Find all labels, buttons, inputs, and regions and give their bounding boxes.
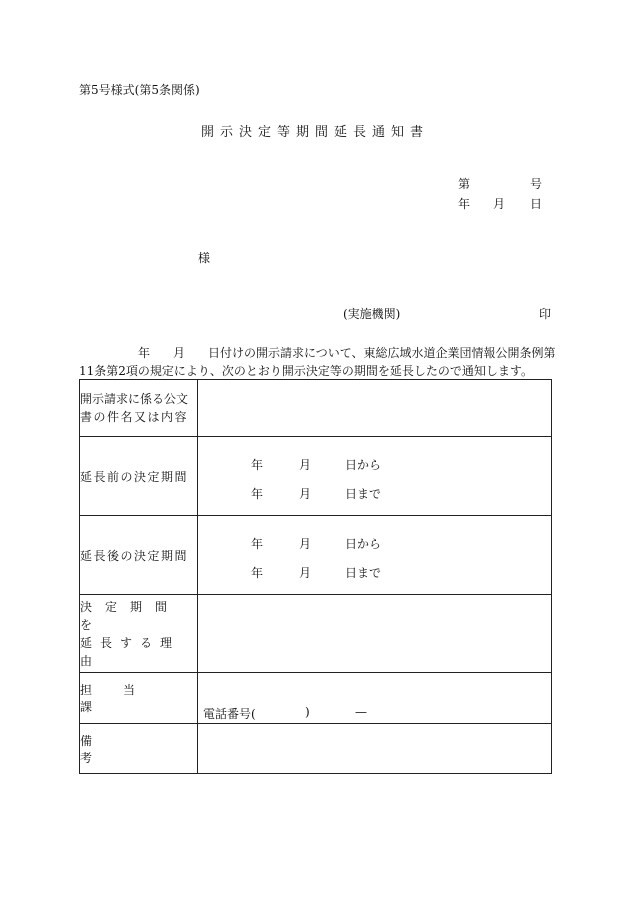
phone-dash: — (355, 705, 367, 719)
after-from-year: 年 (251, 537, 264, 551)
issue-month: 月 (493, 197, 506, 211)
before-to-line (198, 485, 551, 499)
value-reason[interactable] (198, 595, 552, 673)
value-remarks[interactable] (198, 724, 552, 774)
label-department (80, 673, 198, 724)
after-to-line (198, 564, 551, 578)
body-text-2: 11条第2項の規定により、次のとおり開示決定等の期間を延長したので通知します。 (79, 364, 533, 378)
number-suffix: 号 (530, 177, 543, 191)
body-text-1: 日付けの開示請求について、東総広域水道企業団情報公開条例第 (208, 346, 556, 360)
phone-close: ) (305, 705, 310, 719)
label-remarks-value: 備考 (80, 733, 179, 765)
value-after[interactable] (198, 516, 552, 595)
table-row-department (80, 673, 552, 724)
after-to-month: 月 (299, 566, 312, 580)
seal-mark: 印 (539, 307, 552, 321)
label-reason (80, 595, 198, 673)
label-remarks-text (80, 732, 197, 766)
phone-label: 電話番号( (203, 707, 256, 721)
label-reason-line-2 (80, 634, 197, 670)
label-subject-line-2: 書の件名又は内容 (80, 410, 189, 424)
extension-table (79, 379, 552, 774)
label-department-value: 担当課 (80, 683, 167, 714)
label-before-text: 延長前の決定期間 (80, 469, 189, 484)
issue-day: 日 (530, 197, 543, 211)
issue-year: 年 (458, 197, 471, 211)
label-before (80, 437, 198, 516)
value-subject[interactable] (198, 380, 552, 437)
label-subject (80, 380, 198, 437)
label-reason-text-1: 決定期間を (80, 599, 181, 632)
after-from-line (198, 535, 551, 549)
table-row-subject (80, 380, 552, 437)
label-reason-text-2: 延長する理由 (80, 635, 181, 668)
value-department[interactable] (198, 673, 552, 724)
body-paragraph (79, 344, 556, 380)
after-from-month: 月 (299, 537, 312, 551)
after-to-day: 日まで (345, 566, 382, 580)
after-from-day: 日から (345, 537, 382, 551)
before-to-year: 年 (251, 487, 264, 501)
number-prefix: 第 (458, 177, 471, 191)
form-id: 第5号様式(第5条関係) (79, 83, 200, 97)
after-to-year: 年 (251, 566, 264, 580)
label-department-text (80, 681, 197, 715)
before-from-day: 日から (345, 458, 382, 472)
before-from-line (198, 456, 551, 470)
table-row-after (80, 516, 552, 595)
table-row-remarks (80, 724, 552, 774)
label-after (80, 516, 198, 595)
before-from-month: 月 (299, 458, 312, 472)
sender-agency: (実施機関) (343, 307, 401, 321)
table-row-reason (80, 595, 552, 673)
document-title: 開示決定等期間延長通知書 (200, 125, 429, 140)
label-remarks (80, 724, 198, 774)
before-to-month: 月 (299, 487, 312, 501)
before-to-day: 日まで (345, 487, 382, 501)
value-before[interactable] (198, 437, 552, 516)
body-year: 年 (138, 346, 151, 360)
body-line-1 (79, 344, 556, 362)
body-month: 月 (173, 346, 186, 360)
before-from-year: 年 (251, 458, 264, 472)
label-subject-line-1: 開示請求に係る公文 (80, 392, 189, 406)
label-after-text: 延長後の決定期間 (80, 548, 189, 563)
addressee-honorific: 様 (198, 251, 211, 265)
label-reason-line-1 (80, 598, 197, 634)
body-line-2 (79, 362, 551, 380)
table-row-before (80, 437, 552, 516)
